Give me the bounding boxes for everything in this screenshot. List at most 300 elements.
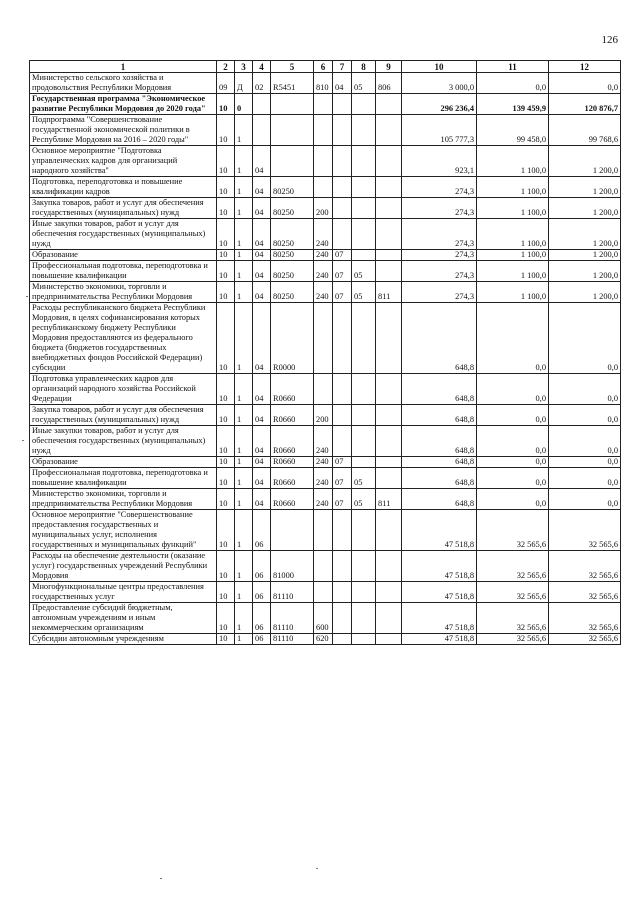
table-row: [30, 551, 621, 582]
amount-year-1: 274,3: [402, 282, 477, 303]
amount-year-1: 648,8: [402, 426, 477, 457]
code-subsection: [352, 582, 376, 603]
code-subprogram: 1: [235, 603, 253, 634]
code-event: 06: [253, 634, 271, 645]
code-event: 04: [253, 489, 271, 510]
amount-year-2: 0,0: [477, 468, 549, 489]
code-target-article: 80250: [271, 282, 314, 303]
amount-year-1: 648,8: [402, 374, 477, 405]
code-section: [333, 219, 352, 250]
code-expense-type: 240: [314, 219, 333, 250]
code-section: [333, 405, 352, 426]
item-name: Подготовка управленческих кадров для организаций народного хозяйства Российской Федерации: [30, 374, 217, 405]
code-target-article: R0660: [271, 405, 314, 426]
code-section: [333, 426, 352, 457]
amount-year-3: 0,0: [549, 374, 621, 405]
code-subprogram: 1: [235, 219, 253, 250]
table-row: [30, 457, 621, 468]
amount-year-1: 274,3: [402, 219, 477, 250]
code-ministry: [376, 303, 402, 374]
scan-speck: [160, 878, 162, 879]
column-header-9: 9: [376, 61, 402, 73]
code-subsection: [352, 146, 376, 177]
code-program: 10: [217, 634, 235, 645]
code-ministry: [376, 374, 402, 405]
code-event: [253, 94, 271, 115]
item-name: Профессиональная подготовка, переподготовка и повышение квалификации: [30, 261, 217, 282]
table-row: [30, 510, 621, 551]
code-subsection: [352, 303, 376, 374]
code-subsection: [352, 115, 376, 146]
table-row: [30, 303, 621, 374]
code-subprogram: 1: [235, 551, 253, 582]
amount-year-2: 32 565,6: [477, 510, 549, 551]
amount-year-1: 3 000,0: [402, 73, 477, 94]
code-target-article: 81110: [271, 582, 314, 603]
code-expense-type: [314, 374, 333, 405]
code-target-article: 81110: [271, 603, 314, 634]
code-program: 10: [217, 489, 235, 510]
code-event: 06: [253, 582, 271, 603]
amount-year-1: 274,3: [402, 261, 477, 282]
code-ministry: [376, 177, 402, 198]
code-ministry: [376, 261, 402, 282]
code-target-article: R0660: [271, 374, 314, 405]
amount-year-1: 274,3: [402, 250, 477, 261]
code-ministry: [376, 551, 402, 582]
code-section: [333, 374, 352, 405]
table-row: [30, 73, 621, 94]
code-program: 10: [217, 146, 235, 177]
item-name: Государственная программа "Экономическое развитие Республики Мордовия до 2020 года": [30, 94, 217, 115]
amount-year-3: 0,0: [549, 457, 621, 468]
code-event: 02: [253, 73, 271, 94]
amount-year-1: 47 518,8: [402, 634, 477, 645]
code-event: 04: [253, 250, 271, 261]
code-section: [333, 198, 352, 219]
code-subprogram: 1: [235, 634, 253, 645]
code-expense-type: [314, 115, 333, 146]
amount-year-1: 47 518,8: [402, 603, 477, 634]
code-subsection: [352, 198, 376, 219]
amount-year-3: 0,0: [549, 303, 621, 374]
code-target-article: R0660: [271, 457, 314, 468]
item-name: Министерство экономики, торговли и предпринимательства Республики Мордовия: [30, 282, 217, 303]
column-header-8: 8: [352, 61, 376, 73]
code-event: 06: [253, 510, 271, 551]
code-program: 10: [217, 94, 235, 115]
amount-year-2: 32 565,6: [477, 582, 549, 603]
amount-year-3: 32 565,6: [549, 551, 621, 582]
code-section: 07: [333, 489, 352, 510]
code-expense-type: [314, 94, 333, 115]
amount-year-1: 648,8: [402, 303, 477, 374]
amount-year-3: 120 876,7: [549, 94, 621, 115]
table-row: [30, 261, 621, 282]
code-subprogram: 1: [235, 303, 253, 374]
code-section: [333, 551, 352, 582]
item-name: Предоставление субсидий бюджетным, автономным учреждениям и иным некоммерческим организациям: [30, 603, 217, 634]
code-section: 07: [333, 250, 352, 261]
code-target-article: [271, 94, 314, 115]
code-expense-type: 240: [314, 261, 333, 282]
table-row: [30, 405, 621, 426]
table-row: [30, 426, 621, 457]
amount-year-3: 1 200,0: [549, 198, 621, 219]
code-event: 04: [253, 177, 271, 198]
code-target-article: R0000: [271, 303, 314, 374]
code-section: 04: [333, 73, 352, 94]
column-header-4: 4: [253, 61, 271, 73]
code-section: [333, 115, 352, 146]
amount-year-2: 0,0: [477, 405, 549, 426]
amount-year-3: 0,0: [549, 489, 621, 510]
item-name: Образование: [30, 457, 217, 468]
item-name: Министерство экономики, торговли и предпринимательства Республики Мордовия: [30, 489, 217, 510]
table-row: [30, 115, 621, 146]
amount-year-3: 1 200,0: [549, 219, 621, 250]
code-expense-type: [314, 510, 333, 551]
code-ministry: [376, 426, 402, 457]
code-target-article: 80250: [271, 219, 314, 250]
code-ministry: [376, 94, 402, 115]
column-header-1: 1: [30, 61, 217, 73]
code-event: 06: [253, 551, 271, 582]
amount-year-2: 32 565,6: [477, 603, 549, 634]
amount-year-1: 47 518,8: [402, 510, 477, 551]
item-name: Подготовка, переподготовка и повышение квалификации кадров: [30, 177, 217, 198]
code-target-article: 80250: [271, 198, 314, 219]
code-section: [333, 510, 352, 551]
code-program: 10: [217, 551, 235, 582]
code-expense-type: 240: [314, 468, 333, 489]
code-expense-type: 240: [314, 282, 333, 303]
amount-year-2: 0,0: [477, 73, 549, 94]
code-ministry: [376, 115, 402, 146]
code-expense-type: [314, 177, 333, 198]
amount-year-3: 32 565,6: [549, 603, 621, 634]
code-event: 04: [253, 457, 271, 468]
code-subprogram: 1: [235, 250, 253, 261]
table-row: [30, 198, 621, 219]
code-subprogram: 1: [235, 115, 253, 146]
code-subsection: [352, 426, 376, 457]
code-program: 10: [217, 582, 235, 603]
amount-year-2: 139 459,9: [477, 94, 549, 115]
code-section: [333, 94, 352, 115]
code-event: 04: [253, 303, 271, 374]
code-expense-type: 240: [314, 489, 333, 510]
code-program: 10: [217, 405, 235, 426]
code-section: [333, 177, 352, 198]
amount-year-2: 1 100,0: [477, 177, 549, 198]
code-expense-type: 240: [314, 426, 333, 457]
code-expense-type: 240: [314, 250, 333, 261]
code-event: 04: [253, 426, 271, 457]
code-subprogram: 1: [235, 468, 253, 489]
item-name: Основное мероприятие "Подготовка управленческих кадров для организаций народного хозяйства": [30, 146, 217, 177]
code-section: [333, 146, 352, 177]
code-subsection: [352, 219, 376, 250]
code-event: 04: [253, 146, 271, 177]
code-target-article: R0660: [271, 489, 314, 510]
code-ministry: [376, 468, 402, 489]
amount-year-2: 0,0: [477, 303, 549, 374]
amount-year-3: 0,0: [549, 468, 621, 489]
code-subsection: [352, 94, 376, 115]
code-section: 07: [333, 468, 352, 489]
code-subsection: 05: [352, 261, 376, 282]
code-ministry: [376, 457, 402, 468]
amount-year-3: 32 565,6: [549, 634, 621, 645]
item-name: Подпрограмма "Совершенствование государственной экономической политики в Республике Мордовия на 2016 – 2020 годы": [30, 115, 217, 146]
code-subsection: 05: [352, 468, 376, 489]
amount-year-2: 1 100,0: [477, 250, 549, 261]
code-section: [333, 303, 352, 374]
amount-year-3: 32 565,6: [549, 510, 621, 551]
amount-year-2: 32 565,6: [477, 551, 549, 582]
code-section: 07: [333, 457, 352, 468]
amount-year-3: 1 200,0: [549, 146, 621, 177]
code-ministry: [376, 510, 402, 551]
code-program: 10: [217, 374, 235, 405]
amount-year-1: 296 236,4: [402, 94, 477, 115]
table-body: [30, 73, 621, 645]
code-section: 07: [333, 261, 352, 282]
code-subprogram: 1: [235, 457, 253, 468]
item-name: Основное мероприятие "Совершенствование предоставления государственных и муниципальных услуг, исполнения государственных и муниципальных функций": [30, 510, 217, 551]
code-subsection: [352, 634, 376, 645]
code-expense-type: 810: [314, 73, 333, 94]
code-program: 10: [217, 468, 235, 489]
amount-year-3: 1 200,0: [549, 261, 621, 282]
code-subprogram: 1: [235, 426, 253, 457]
table-row: [30, 634, 621, 645]
code-expense-type: 600: [314, 603, 333, 634]
code-subprogram: 1: [235, 405, 253, 426]
amount-year-2: 0,0: [477, 374, 549, 405]
budget-table: [29, 60, 621, 645]
code-subsection: [352, 603, 376, 634]
table-row: [30, 219, 621, 250]
table-row: [30, 468, 621, 489]
table-row: [30, 282, 621, 303]
code-event: 04: [253, 405, 271, 426]
page-number: 126: [601, 34, 618, 46]
code-section: 07: [333, 282, 352, 303]
code-program: 09: [217, 73, 235, 94]
column-header-3: 3: [235, 61, 253, 73]
amount-year-3: 32 565,6: [549, 582, 621, 603]
amount-year-3: 0,0: [549, 405, 621, 426]
code-subprogram: Д: [235, 73, 253, 94]
item-name: Закупка товаров, работ и услуг для обеспечения государственных (муниципальных) нужд: [30, 405, 217, 426]
code-expense-type: 200: [314, 405, 333, 426]
amount-year-2: 1 100,0: [477, 282, 549, 303]
amount-year-2: 0,0: [477, 489, 549, 510]
code-subsection: [352, 405, 376, 426]
code-event: 04: [253, 468, 271, 489]
code-ministry: [376, 198, 402, 219]
code-subsection: [352, 510, 376, 551]
item-name: Субсидии автономным учреждениям: [30, 634, 217, 645]
code-program: 10: [217, 457, 235, 468]
item-name: Министерство сельского хозяйства и продовольствия Республики Мордовия: [30, 73, 217, 94]
item-name: Многофункциональные центры предоставления государственных услуг: [30, 582, 217, 603]
code-ministry: 811: [376, 282, 402, 303]
column-header-12: 12: [549, 61, 621, 73]
code-subprogram: 1: [235, 282, 253, 303]
code-program: 10: [217, 282, 235, 303]
code-subprogram: 1: [235, 146, 253, 177]
amount-year-1: 648,8: [402, 457, 477, 468]
code-subsection: [352, 374, 376, 405]
code-target-article: 81000: [271, 551, 314, 582]
code-event: 04: [253, 219, 271, 250]
code-target-article: [271, 510, 314, 551]
table-row: [30, 94, 621, 115]
item-name: Иные закупки товаров, работ и услуг для обеспечения государственных (муниципальных) нужд: [30, 426, 217, 457]
code-program: 10: [217, 261, 235, 282]
code-program: 10: [217, 426, 235, 457]
amount-year-1: 648,8: [402, 468, 477, 489]
code-event: 06: [253, 603, 271, 634]
code-event: 04: [253, 282, 271, 303]
amount-year-2: 0,0: [477, 426, 549, 457]
code-program: 10: [217, 303, 235, 374]
scan-speck: [22, 440, 24, 441]
amount-year-1: 47 518,8: [402, 551, 477, 582]
code-subsection: [352, 250, 376, 261]
code-subprogram: 1: [235, 582, 253, 603]
code-ministry: 811: [376, 489, 402, 510]
code-event: 04: [253, 198, 271, 219]
code-target-article: 80250: [271, 250, 314, 261]
code-target-article: [271, 146, 314, 177]
amount-year-2: 99 458,0: [477, 115, 549, 146]
code-event: 04: [253, 374, 271, 405]
code-program: 10: [217, 177, 235, 198]
code-target-article: 80250: [271, 261, 314, 282]
amount-year-3: 1 200,0: [549, 250, 621, 261]
item-name: Иные закупки товаров, работ и услуг для обеспечения государственных (муниципальных) нужд: [30, 219, 217, 250]
code-program: 10: [217, 198, 235, 219]
code-subprogram: 1: [235, 177, 253, 198]
amount-year-1: 274,3: [402, 198, 477, 219]
code-subprogram: 1: [235, 261, 253, 282]
amount-year-2: 32 565,6: [477, 634, 549, 645]
amount-year-2: 1 100,0: [477, 146, 549, 177]
code-ministry: 806: [376, 73, 402, 94]
table-row: [30, 489, 621, 510]
code-expense-type: [314, 551, 333, 582]
column-header-7: 7: [333, 61, 352, 73]
column-header-11: 11: [477, 61, 549, 73]
code-target-article: [271, 115, 314, 146]
item-name: Профессиональная подготовка, переподготовка и повышение квалификации: [30, 468, 217, 489]
code-subprogram: 0: [235, 94, 253, 115]
item-name: Образование: [30, 250, 217, 261]
code-program: 10: [217, 219, 235, 250]
scan-speck: [316, 868, 318, 869]
amount-year-1: 105 777,3: [402, 115, 477, 146]
code-subsection: [352, 551, 376, 582]
table-row: [30, 374, 621, 405]
code-subprogram: 1: [235, 374, 253, 405]
amount-year-3: 0,0: [549, 73, 621, 94]
column-header-2: 2: [217, 61, 235, 73]
code-section: [333, 634, 352, 645]
amount-year-2: 1 100,0: [477, 219, 549, 250]
code-expense-type: 620: [314, 634, 333, 645]
amount-year-2: 1 100,0: [477, 198, 549, 219]
code-target-article: 80250: [271, 177, 314, 198]
code-target-article: R0660: [271, 426, 314, 457]
item-name: Закупка товаров, работ и услуг для обеспечения государственных (муниципальных) нужд: [30, 198, 217, 219]
amount-year-3: 1 200,0: [549, 282, 621, 303]
amount-year-1: 923,1: [402, 146, 477, 177]
code-subprogram: 1: [235, 489, 253, 510]
code-ministry: [376, 582, 402, 603]
code-ministry: [376, 250, 402, 261]
amount-year-2: 1 100,0: [477, 261, 549, 282]
code-ministry: [376, 219, 402, 250]
code-subsection: 05: [352, 73, 376, 94]
code-expense-type: 200: [314, 198, 333, 219]
code-ministry: [376, 634, 402, 645]
amount-year-1: 648,8: [402, 405, 477, 426]
code-program: 10: [217, 115, 235, 146]
table-header: [30, 61, 621, 73]
code-target-article: R0660: [271, 468, 314, 489]
amount-year-3: 0,0: [549, 426, 621, 457]
item-name: Расходы на обеспечение деятельности (оказание услуг) государственных учреждений Республики Мордовия: [30, 551, 217, 582]
code-section: [333, 603, 352, 634]
amount-year-1: 648,8: [402, 489, 477, 510]
code-program: 10: [217, 603, 235, 634]
code-target-article: 81110: [271, 634, 314, 645]
code-subsection: [352, 177, 376, 198]
code-expense-type: [314, 582, 333, 603]
item-name: Расходы республиканского бюджета Республики Мордовия, в целях софинансирования которых республиканскому бюджету Республики Мордовия предоставляются из федерального бюджета (бюджетов государственных внебюджетных фондов Российской Федерации) субсидии: [30, 303, 217, 374]
code-target-article: R5451: [271, 73, 314, 94]
table-row: [30, 250, 621, 261]
amount-year-1: 274,3: [402, 177, 477, 198]
code-expense-type: [314, 146, 333, 177]
column-header-5: 5: [271, 61, 314, 73]
code-subprogram: 1: [235, 198, 253, 219]
code-ministry: [376, 146, 402, 177]
code-event: [253, 115, 271, 146]
amount-year-1: 47 518,8: [402, 582, 477, 603]
code-expense-type: 240: [314, 457, 333, 468]
code-program: 10: [217, 510, 235, 551]
code-event: 04: [253, 261, 271, 282]
code-expense-type: [314, 303, 333, 374]
column-header-10: 10: [402, 61, 477, 73]
code-section: [333, 582, 352, 603]
amount-year-3: 99 768,6: [549, 115, 621, 146]
amount-year-3: 1 200,0: [549, 177, 621, 198]
table-row: [30, 603, 621, 634]
code-subsection: 05: [352, 282, 376, 303]
code-subprogram: 1: [235, 510, 253, 551]
scan-speck: [26, 296, 28, 297]
table-row: [30, 582, 621, 603]
amount-year-2: 0,0: [477, 457, 549, 468]
code-subsection: [352, 457, 376, 468]
table-row: [30, 177, 621, 198]
